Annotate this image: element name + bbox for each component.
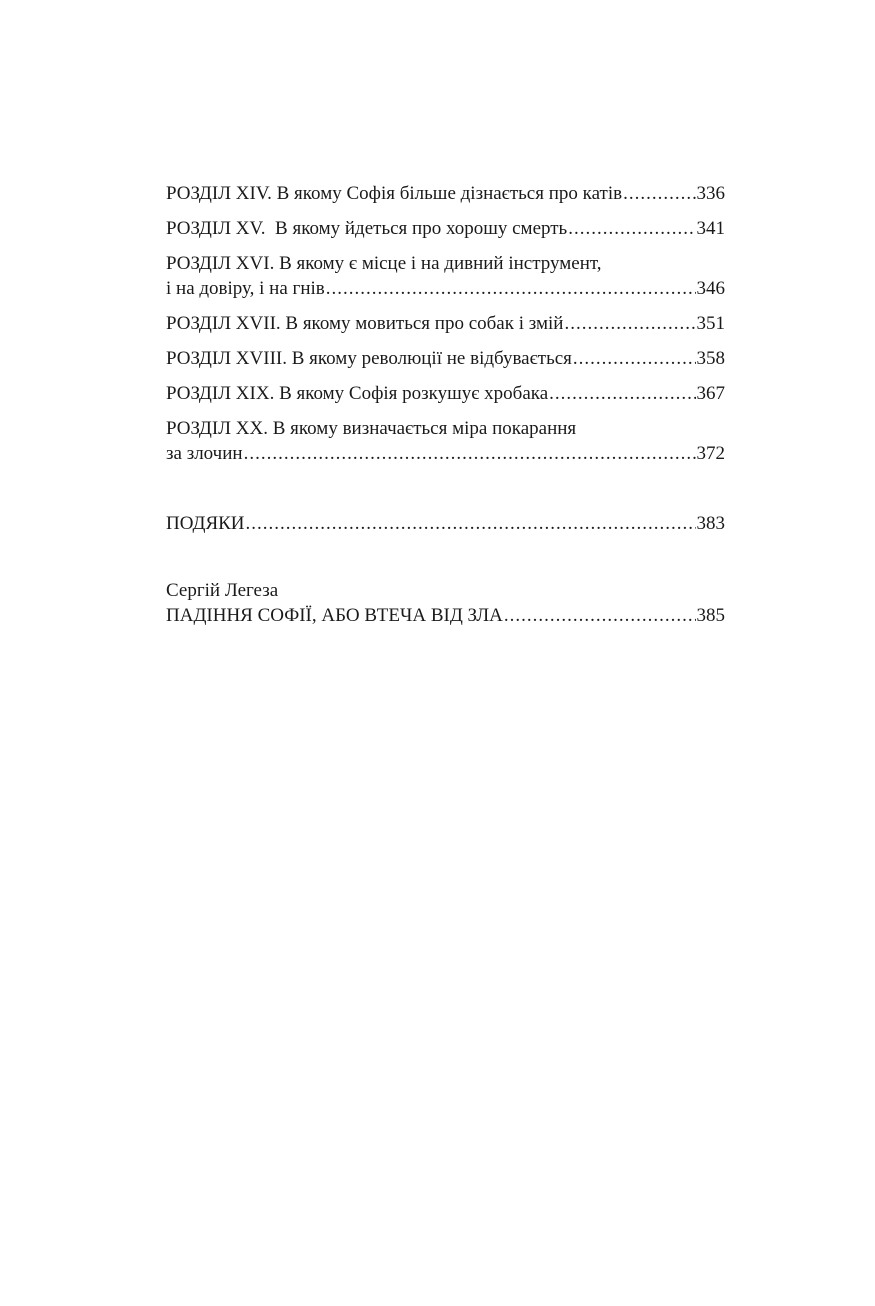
- toc-entry-chapter-16[interactable]: [166, 251, 725, 301]
- dot-leader: [573, 346, 696, 371]
- toc-entry-chapter-14[interactable]: [166, 181, 725, 206]
- toc-entry-title: РОЗДІЛ XVII. В якому мовиться про собак і змій: [166, 313, 564, 334]
- dot-leader: [326, 276, 696, 301]
- afterword-author: Сергій Легеза: [166, 580, 279, 601]
- toc-entry-title-line-2: і на довіру, і на гнів: [166, 278, 325, 299]
- toc-page-number: 372: [696, 443, 725, 464]
- toc-entry-title-line-1: РОЗДІЛ XVI. В якому є місце і на дивний інструмент,: [166, 253, 602, 274]
- dot-leader: [549, 381, 695, 406]
- toc-entry-title: ПОДЯКИ: [166, 513, 245, 534]
- toc-entry-chapter-18[interactable]: [166, 346, 725, 371]
- toc-entry-title: ПАДІННЯ СОФІЇ, АБО ВТЕЧА ВІД ЗЛА: [166, 605, 503, 626]
- dot-leader: [246, 511, 696, 536]
- table-of-contents: [166, 181, 725, 638]
- toc-page-number: 367: [696, 383, 725, 404]
- toc-page-number: 385: [696, 605, 725, 626]
- toc-entry-chapter-20[interactable]: [166, 416, 725, 466]
- toc-page-number: 351: [696, 313, 725, 334]
- dot-leader: [564, 311, 695, 336]
- section-spacer: [166, 546, 725, 578]
- toc-entry-acknowledgements[interactable]: [166, 511, 725, 536]
- toc-entry-title-line-1: РОЗДІЛ XX. В якому визначається міра покарання: [166, 418, 577, 439]
- toc-entry-afterword[interactable]: [166, 578, 725, 628]
- toc-page-number: 341: [696, 218, 725, 239]
- dot-leader: [244, 441, 696, 466]
- toc-page-number: 358: [696, 348, 725, 369]
- toc-page-number: 336: [696, 183, 725, 204]
- dot-leader: [568, 216, 695, 241]
- toc-page-number: 346: [696, 278, 725, 299]
- toc-entry-title: РОЗДІЛ XV. В якому йдеться про хорошу смерть: [166, 218, 568, 239]
- toc-entry-chapter-19[interactable]: [166, 381, 725, 406]
- section-spacer: [166, 476, 725, 511]
- dot-leader: [623, 181, 695, 206]
- toc-entry-title-line-2: за злочин: [166, 443, 243, 464]
- toc-entry-chapter-15[interactable]: [166, 216, 725, 241]
- toc-entry-title: РОЗДІЛ XIX. В якому Софія розкушує хробака: [166, 383, 549, 404]
- toc-entry-chapter-17[interactable]: [166, 311, 725, 336]
- dot-leader: [504, 603, 696, 628]
- toc-page-number: 383: [696, 513, 725, 534]
- toc-entry-title: РОЗДІЛ XIV. В якому Софія більше дізнається про катів: [166, 183, 623, 204]
- toc-entry-title: РОЗДІЛ XVIII. В якому революції не відбувається: [166, 348, 572, 369]
